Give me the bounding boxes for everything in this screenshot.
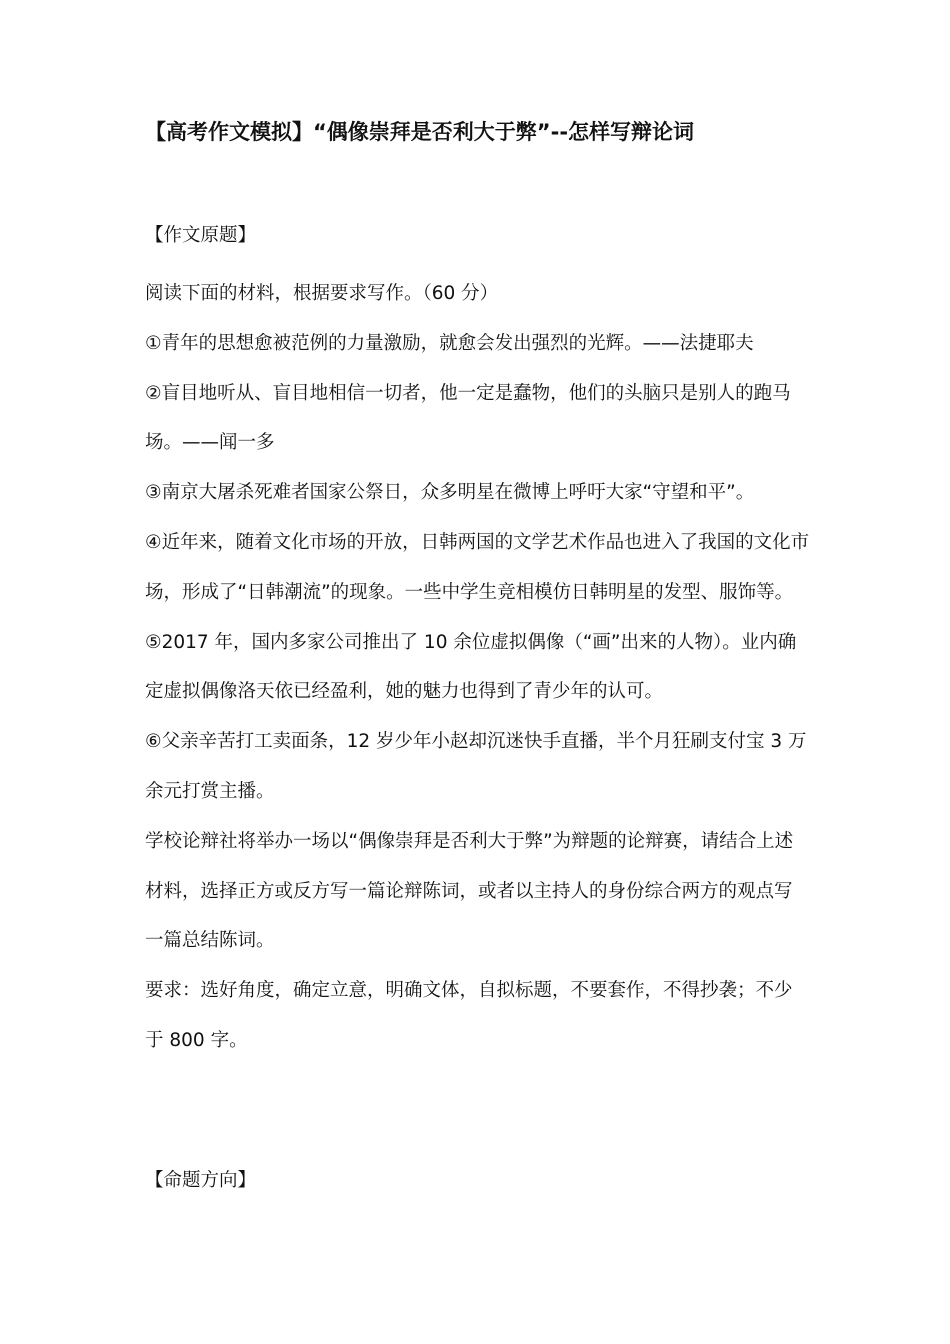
- document-title: 【高考作文模拟】“偶像崇拜是否利大于弊”--怎样写辩论词: [145, 120, 695, 144]
- material-2-paragraph: ②盲目地听从、盲目地相信一切者，他一定是蠢物，他们的头脑只是别人的跑马场。——闻一多: [145, 382, 791, 454]
- material-5-paragraph: ⑤2017 年，国内多家公司推出了 10 余位虚拟偶像（“画”出来的人物）。业内确定虚拟偶像洛天依已经盈利，她的魅力也得到了青少年的认可。: [145, 631, 797, 703]
- prompt-body: [145, 269, 810, 1066]
- material-4-paragraph: ④近年来，随着文化市场的开放，日韩两国的文学艺术作品也进入了我国的文化市场，形成了“日韩潮流”的现象。一些中学生竞相模仿日韩明星的发型、服饰等。: [145, 531, 810, 603]
- instruction-paragraph: 阅读下面的材料，根据要求写作。（60 分）: [145, 283, 499, 304]
- material-1-paragraph: ①青年的思想愈被范例的力量激励，就愈会发出强烈的光辉。——法捷耶夫: [145, 332, 754, 354]
- material-3-paragraph: ③南京大屠杀死难者国家公祭日，众多明星在微博上呼吁大家“守望和平”。: [145, 482, 755, 504]
- section-heading-topic-direction: 【命题方向】: [145, 1170, 257, 1191]
- task-paragraph: 学校论辩社将举办一场以“偶像崇拜是否利大于弊”为辩题的论辩赛，请结合上述材料，选择正方或反方写一篇论辩陈词，或者以主持人的身份综合两方的观点写一篇总结陈词。: [145, 830, 794, 952]
- requirements-paragraph: 要求：选好角度，确定立意，明确文体，自拟标题，不要套作，不得抄袭；不少于 800 字。: [145, 980, 793, 1051]
- section-heading-original-prompt: 【作文原题】: [145, 225, 257, 246]
- material-6-paragraph: ⑥父亲辛苦打工卖面条，12 岁少年小赵却沉迷快手直播，半个月狂刷支付宝 3 万余元打赏主播。: [145, 731, 807, 802]
